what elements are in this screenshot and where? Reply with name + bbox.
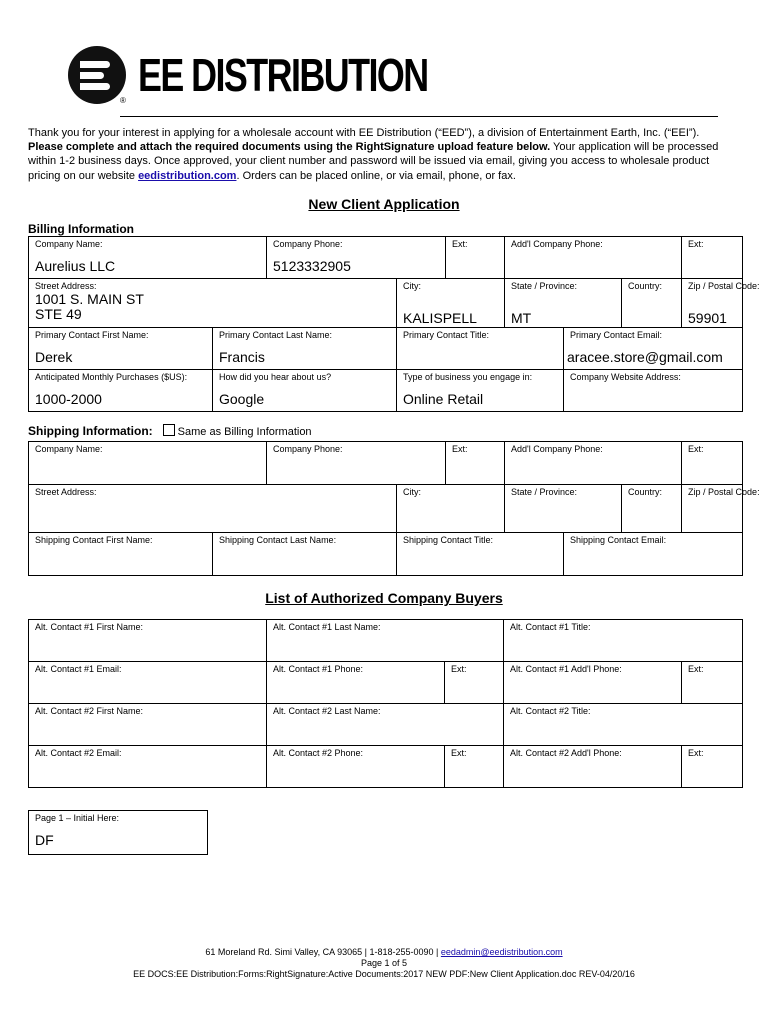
shipping-company-name-field[interactable]: Company Name: [29,442,267,485]
shipping-table [28,441,760,576]
billing-heading: Billing Information [28,222,134,236]
billing-addl-phone-field[interactable]: Add'l Company Phone: [505,237,682,279]
billing-company-name-field[interactable]: Company Name: Aurelius LLC [29,237,267,279]
footer-email-link[interactable]: eedadmin@eedistribution.com [440,947,563,957]
buyers-heading: List of Authorized Company Buyers [265,590,503,606]
c1-ext2-field[interactable]: Ext: [682,662,743,704]
company-logo: ® EE DISTRIBUTION [68,44,378,106]
page-initial-field[interactable]: Page 1 – Initial Here: DF [29,811,208,855]
shipping-first-name-field[interactable]: Shipping Contact First Name: [29,533,213,576]
same-as-billing-label: Same as Billing Information [177,426,312,438]
c1-first-name-field[interactable]: Alt. Contact #1 First Name: [29,620,267,662]
c1-title-field[interactable]: Alt. Contact #1 Title: [504,620,743,662]
c2-ext-field[interactable]: Ext: [445,746,504,788]
billing-purchases-field[interactable]: Anticipated Monthly Purchases ($US): 1000-2000 [29,370,213,412]
billing-ext2-field[interactable]: Ext: [682,237,743,279]
c2-first-name-field[interactable]: Alt. Contact #2 First Name: [29,704,267,746]
c2-last-name-field[interactable]: Alt. Contact #2 Last Name: [267,704,504,746]
buyers-table [28,619,743,788]
billing-state-field[interactable]: State / Province: MT [505,279,622,328]
website-link[interactable]: eedistribution.com [138,169,237,182]
page-title: New Client Application [308,196,460,212]
intro-paragraph: Thank you for your interest in applying for a wholesale account with EE Distribution (“EED”), a division of Entertainment Earth, Inc. (“EEI”). Please complete and attach the required documents using the RightSignature upload feature below. Your application will be processed within 1-2 business days. Once approved, your client number and password will be issued via email, giving you access to wholesale product pricing on our website eedistribution.com. Orders can be placed online, or via email, phone, or fax. [28,127,719,182]
billing-country-field[interactable]: Country: [622,279,682,328]
c1-ext-field[interactable]: Ext: [445,662,504,704]
billing-business-field[interactable]: Type of business you engage in: Online Retail [397,370,564,412]
shipping-heading: Shipping Information: Same as Billing Information [28,424,312,438]
billing-website-field[interactable]: Company Website Address: [564,370,743,412]
billing-street-field[interactable]: Street Address: 1001 S. MAIN ST STE 49 [29,279,397,328]
logo-text: EE DISTRIBUTION [138,49,428,101]
billing-last-name-field[interactable]: Primary Contact Last Name: Francis [213,328,397,370]
footer [0,947,768,980]
c1-addl-phone-field[interactable]: Alt. Contact #1 Add'l Phone: [504,662,682,704]
shipping-addl-phone-field[interactable]: Add'l Company Phone: [505,442,682,485]
billing-company-phone-field[interactable]: Company Phone: 5123332905 [267,237,446,279]
billing-city-field[interactable]: City: KALISPELL [397,279,505,328]
header-rule [120,116,718,117]
shipping-zip-field[interactable]: Zip / Postal Code: [682,485,743,533]
footer-doc-path: EE DOCS:EE Distribution:Forms:RightSignature:Active Documents:2017 NEW PDF:New Client Application.doc REV-04/20/16 [133,969,635,979]
shipping-street-field[interactable]: Street Address: [29,485,397,533]
billing-zip-field[interactable]: Zip / Postal Code: 59901 [682,279,743,328]
c2-ext2-field[interactable]: Ext: [682,746,743,788]
ee-circle-logo-icon [68,46,126,104]
c1-phone-field[interactable]: Alt. Contact #1 Phone: [267,662,445,704]
c1-last-name-field[interactable]: Alt. Contact #1 Last Name: [267,620,504,662]
shipping-country-field[interactable]: Country: [622,485,682,533]
shipping-email-field[interactable]: Shipping Contact Email: [564,533,743,576]
c2-title-field[interactable]: Alt. Contact #2 Title: [504,704,743,746]
billing-table [28,236,760,412]
initial-table [28,810,208,855]
billing-email-field[interactable]: Primary Contact Email: aracee.store@gmail.com [564,328,743,370]
shipping-last-name-field[interactable]: Shipping Contact Last Name: [213,533,397,576]
billing-contact-title-field[interactable]: Primary Contact Title: [397,328,564,370]
billing-first-name-field[interactable]: Primary Contact First Name: Derek [29,328,213,370]
shipping-contact-title-field[interactable]: Shipping Contact Title: [397,533,564,576]
footer-address: 61 Moreland Rd. Simi Valley, CA 93065 | 1-818-255-0090 | [205,947,441,957]
c2-phone-field[interactable]: Alt. Contact #2 Phone: [267,746,445,788]
shipping-city-field[interactable]: City: [397,485,505,533]
billing-ext-field[interactable]: Ext: [446,237,505,279]
c2-addl-phone-field[interactable]: Alt. Contact #2 Add'l Phone: [504,746,682,788]
shipping-ext2-field[interactable]: Ext: [682,442,743,485]
footer-page-number: Page 1 of 5 [360,958,408,968]
shipping-ext-field[interactable]: Ext: [446,442,505,485]
same-as-billing-checkbox[interactable] [163,424,175,436]
billing-hear-field[interactable]: How did you hear about us? Google [213,370,397,412]
shipping-company-phone-field[interactable]: Company Phone: [267,442,446,485]
c1-email-field[interactable]: Alt. Contact #1 Email: [29,662,267,704]
c2-email-field[interactable]: Alt. Contact #2 Email: [29,746,267,788]
shipping-state-field[interactable]: State / Province: [505,485,622,533]
